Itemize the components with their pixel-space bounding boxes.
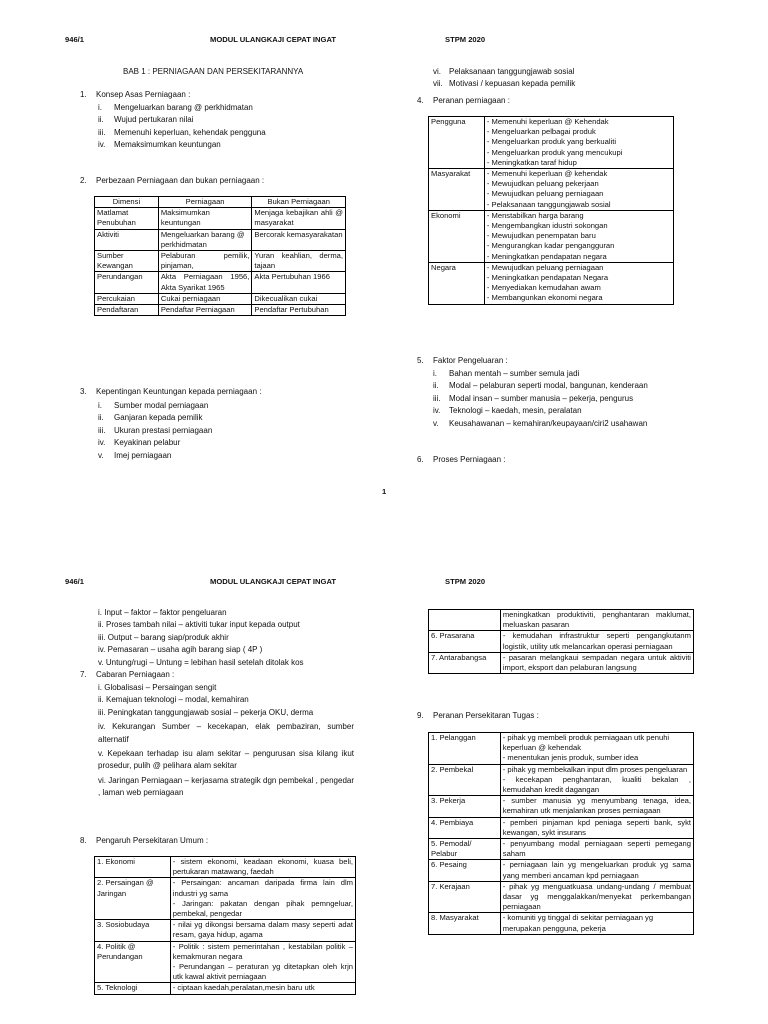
comparison-table	[94, 196, 346, 316]
table-row	[95, 251, 346, 272]
table-cell: - perniagaan lain yg mengeluarkan produk yg sama yang memberi ancaman kpd perniagaan	[500, 860, 693, 881]
list-item: ii. Ganjaran kepada pemilik	[98, 413, 203, 423]
list-item: ii. Modal – pelaburan seperti modal, bangunan, kenderaan	[433, 381, 648, 391]
page-number: 1	[382, 487, 387, 496]
table-cell: 3. Sosiobudaya	[95, 920, 171, 941]
table-cell: Maksimumkan keuntungan	[158, 208, 252, 229]
header-exam: STPM 2020	[445, 577, 486, 586]
table-header: Dimensi	[95, 197, 159, 208]
list-item: iii. Peningkatan tanggungjawab sosial – pekerja OKU, derma	[98, 707, 314, 717]
section-1-list	[98, 102, 266, 152]
table-row	[429, 262, 674, 304]
section-6-title: 6. Proses Perniagaan :	[417, 455, 506, 464]
list-item: vi. Jaringan Perniagaan – kerjasama strategik dgn pembekal , pengedar , laman web perniagaan	[98, 775, 354, 798]
general-environment-table	[94, 856, 356, 995]
list-item: i. Bahan mentah – sumber semula jadi	[433, 369, 580, 378]
table-cell: Pendaftaran	[95, 305, 159, 316]
list-item: v. Keusahawanan – kemahiran/keupayaan/ciri2 usahawan	[433, 418, 648, 428]
table-cell: 4. Pembiaya	[429, 817, 501, 838]
header-title: MODUL ULANGKAJI CEPAT INGAT	[210, 35, 336, 44]
table-cell: 7. Kerajaan	[429, 881, 501, 913]
table-header: Bukan Perniagaan	[252, 197, 346, 208]
list-item: ii. Proses tambah nilai – aktiviti tukar input kepada output	[98, 620, 300, 630]
table-cell: Masyarakat	[429, 169, 485, 211]
table-header-row	[95, 197, 346, 208]
table-cell: Percukaian	[95, 293, 159, 304]
table-row	[429, 169, 674, 211]
table-row	[429, 881, 694, 913]
general-environment-table-continued	[428, 609, 694, 674]
table-cell: 2. Pembekal	[429, 764, 501, 796]
list-item: iii. Ukuran prestasi perniagaan	[98, 425, 213, 435]
table-cell: - Persaingan: ancaman daripada firma lain dlm industri yg sama - Jaringan: pakatan dengan pihak pemngeluar, pembekal, pengedar	[170, 878, 355, 920]
table-cell: Mengeluarkan barang @ perkhidmatan	[158, 229, 252, 250]
table-row	[429, 610, 694, 631]
table-cell: Bercorak kemasyarakatan	[252, 229, 346, 250]
table-row	[429, 860, 694, 881]
table-row	[95, 920, 356, 941]
table-cell: Sumber Kewangan	[95, 251, 159, 272]
table-cell: - Menstabilkan harga barang - Mengembangkan idustri sokongan - Mewujudkan penempatan baru - Mengurangkan kadar pengangguran - Meningkatkan pendapatan negara	[484, 210, 673, 262]
header-exam: STPM 2020	[445, 35, 486, 44]
table-cell: Yuran keahlian, derma, tajaan	[252, 251, 346, 272]
list-item: iii. Memenuhi keperluan, kehendak pengguna	[98, 127, 266, 137]
table-cell: 6. Prasarana	[429, 631, 501, 652]
table-cell: 5. Teknologi	[95, 983, 171, 994]
table-cell: - pihak yg membekalkan input dlm proses pengeluaran - kecekapan penghantaran, kualiti bekalan , kemudahan kredit dagangan	[500, 764, 693, 796]
table-cell: Matlamat Penubuhan	[95, 208, 159, 229]
section-3-list	[98, 400, 212, 462]
table-cell: Dikecualikan cukai	[252, 293, 346, 304]
list-item: iv. Memaksimumkan keuntungan	[98, 140, 221, 150]
section-1-title: 1. Konsep Asas Perniagaan :	[80, 90, 191, 99]
table-row	[429, 733, 694, 765]
table-cell: - pihak yg menguatkuasa undang-undang / membuat dasar yg menggalakkan/menyekat perkembangan perniagaan	[500, 881, 693, 913]
table-cell: meningkatkan produktiviti, penghantaran maklumat, meluaskan pasaran	[500, 610, 693, 631]
list-item: i. Input – faktor – faktor pengeluaran	[98, 608, 227, 617]
table-cell: Cukai perniagaan	[158, 293, 252, 304]
table-cell: 1. Pelanggan	[429, 733, 501, 765]
table-row	[429, 652, 694, 673]
header-code: 946/1	[65, 35, 85, 44]
table-cell: - sistem ekonomi, keadaan ekonomi, kuasa beli, pertukaran matawang, faedah	[170, 857, 355, 878]
list-item: i. Sumber modal perniagaan	[98, 401, 209, 410]
table-row	[95, 293, 346, 304]
list-item: iv. Kekurangan Sumber – kecekapan, elak pembaziran, sumber alternatif	[98, 722, 354, 744]
list-item: v. Untung/rugi – Untung = lebihan hasil setelah ditolak kos	[98, 657, 304, 667]
table-row	[95, 857, 356, 878]
section-5-title: 5. Faktor Pengeluaran :	[417, 356, 508, 365]
table-row	[429, 817, 694, 838]
table-row	[95, 941, 356, 983]
table-cell: - Politik : sistem pemerintahan , kestabilan politik – kemakmuran negara - Perundangan – peraturan yg ditetapkan oleh krjn utk kawal aktivit perniagaan	[170, 941, 355, 983]
table-cell: - nilai yg dikongsi bersama dalam masy seperti adat resam, gaya hidup, agama	[170, 920, 355, 941]
table-cell	[429, 610, 501, 631]
table-cell: Pengguna	[429, 117, 485, 169]
roles-table	[428, 116, 674, 305]
table-row	[429, 839, 694, 860]
table-cell: 3. Pekerja	[429, 796, 501, 817]
table-row	[95, 878, 356, 920]
table-cell: Pendaftar Pertubuhan	[252, 305, 346, 316]
section-2-title: 2. Perbezaan Perniagaan dan bukan perniagaan :	[80, 176, 265, 185]
section-9-title: 9. Peranan Persekitaran Tugas :	[417, 711, 539, 720]
list-item: v. Kepekaan terhadap isu alam sekitar – pengurusan sisa kilang ikut prosedur, pulih @ pelihara alam sekitar	[98, 749, 354, 771]
table-cell: 4. Politik @ Perundangan	[95, 941, 171, 983]
table-cell: Aktiviti	[95, 229, 159, 250]
table-cell: 7. Antarabangsa	[429, 652, 501, 673]
list-item: iii. Output – barang siap/produk akhir	[98, 632, 229, 642]
section-8-title: 8. Pengaruh Persekitaran Umum :	[80, 836, 209, 845]
business-process-list	[98, 607, 304, 669]
section-5-list	[433, 368, 648, 430]
table-cell: 5. Pemodal/ Pelabur	[429, 839, 501, 860]
table-row	[429, 796, 694, 817]
table-row	[95, 983, 356, 994]
table-cell: - Memenuhi keperluan @ Kehendak - Mengeluarkan pelbagai produk - Mengeluarkan produk yang berkualiti - Mengeluarkan produk yang mencukupi - Meningkatkan taraf hidup	[484, 117, 673, 169]
table-cell: Negara	[429, 262, 485, 304]
list-item: vi. Pelaksanaan tanggungjawab sosial	[433, 67, 575, 76]
table-cell: Ekonomi	[429, 210, 485, 262]
table-cell: Pendaftar Perniagaan	[158, 305, 252, 316]
table-cell: - pemberi pinjaman kpd peniaga seperti bank, sykt kewangan, sykt insurans	[500, 817, 693, 838]
table-cell: - pasaran melangkaui sempadan negara untuk aktiviti import, eksport dan pelaburan langsung	[500, 652, 693, 673]
list-item: iv. Teknologi – kaedah, mesin, peralatan	[433, 406, 582, 416]
table-cell: - pihak yg membeli produk perniagaan utk penuhi keperluan @ kehendak - menentukan jenis produk, sumber idea	[500, 733, 693, 765]
table-cell: - Mewujudkan peluang perniagaan - Meningkatkan pendapatan Negara - Menyediakan kemudahan awam - Membangunkan ekonomi negara	[484, 262, 673, 304]
table-row	[429, 631, 694, 652]
table-cell: - kemudahan infrastruktur seperti pengangkutanm logistik, utility utk melancarkan operasi perniagaan	[500, 631, 693, 652]
table-row	[95, 272, 346, 293]
list-item: ii. Wujud pertukaran nilai	[98, 115, 194, 125]
task-environment-table	[428, 732, 694, 935]
table-cell: Perundangan	[95, 272, 159, 293]
section-3-continued	[433, 66, 575, 91]
section-3-title: 3. Kepentingan Keuntungan kepada perniagaan :	[80, 387, 262, 396]
table-cell: - penyumbang modal perniagaan seperti pemegang saham	[500, 839, 693, 860]
table-row	[429, 764, 694, 796]
list-item: iii. Modal insan – sumber manusia – pekerja, pengurus	[433, 393, 634, 403]
table-row	[95, 208, 346, 229]
table-cell: 2. Persaingan @ Jaringan	[95, 878, 171, 920]
table-cell: - Memenuhi keperluan @ kehendak - Mewujudkan peluang pekerjaan - Mewujudkan peluang perniagaan - Pelaksanaan tanggungjawab sosial	[484, 169, 673, 211]
page-2	[0, 540, 768, 1024]
table-cell: Akta Pertubuhan 1966	[252, 272, 346, 293]
table-cell: Menjaga kebajikan ahli @ masyarakat	[252, 208, 346, 229]
table-cell: Pelaburan pemilik, pinjaman,	[158, 251, 252, 272]
table-row	[95, 229, 346, 250]
table-row	[429, 117, 674, 169]
table-cell: - ciptaan kaedah,peralatan,mesin baru utk	[170, 983, 355, 994]
table-row	[429, 210, 674, 262]
table-cell: 1. Ekonomi	[95, 857, 171, 878]
list-item: i. Globalisasi – Persaingan sengit	[98, 683, 217, 692]
header-code: 946/1	[65, 577, 85, 586]
table-header: Perniagaan	[158, 197, 252, 208]
list-item: vii. Motivasi / kepuasan kepada pemilik	[433, 79, 576, 89]
section-7-list	[98, 682, 354, 800]
section-4-title: 4. Peranan perniagaan :	[417, 96, 510, 105]
table-row	[95, 305, 346, 316]
list-item: iv. Keyakinan pelabur	[98, 438, 181, 448]
table-cell: Akta Perniagaan 1956, Akta Syarikat 1965	[158, 272, 252, 293]
table-cell: - komuniti yg tinggal di sekitar perniagaan yg merupakan pengguna, pekerja	[500, 913, 693, 934]
table-cell: 8. Masyarakat	[429, 913, 501, 934]
chapter-title: BAB 1 : PERNIAGAAN DAN PERSEKITARANNYA	[123, 67, 304, 76]
list-item: iv. Pemasaran – usaha agih barang siap ( 4P )	[98, 645, 263, 655]
list-item: i. Mengeluarkan barang @ perkhidmatan	[98, 103, 253, 112]
table-cell: 6. Pesaing	[429, 860, 501, 881]
header-title: MODUL ULANGKAJI CEPAT INGAT	[210, 577, 336, 586]
table-row	[429, 913, 694, 934]
section-7-title: 7. Cabaran Perniagaan :	[80, 670, 175, 679]
list-item: ii. Kemajuan teknologi – modal, kemahiran	[98, 695, 249, 705]
table-cell: - sumber manusia yg menyumbang tenaga, idea, kemahiran utk menjalankan proses perniagaan	[500, 796, 693, 817]
list-item: v. Imej perniagaan	[98, 450, 172, 460]
